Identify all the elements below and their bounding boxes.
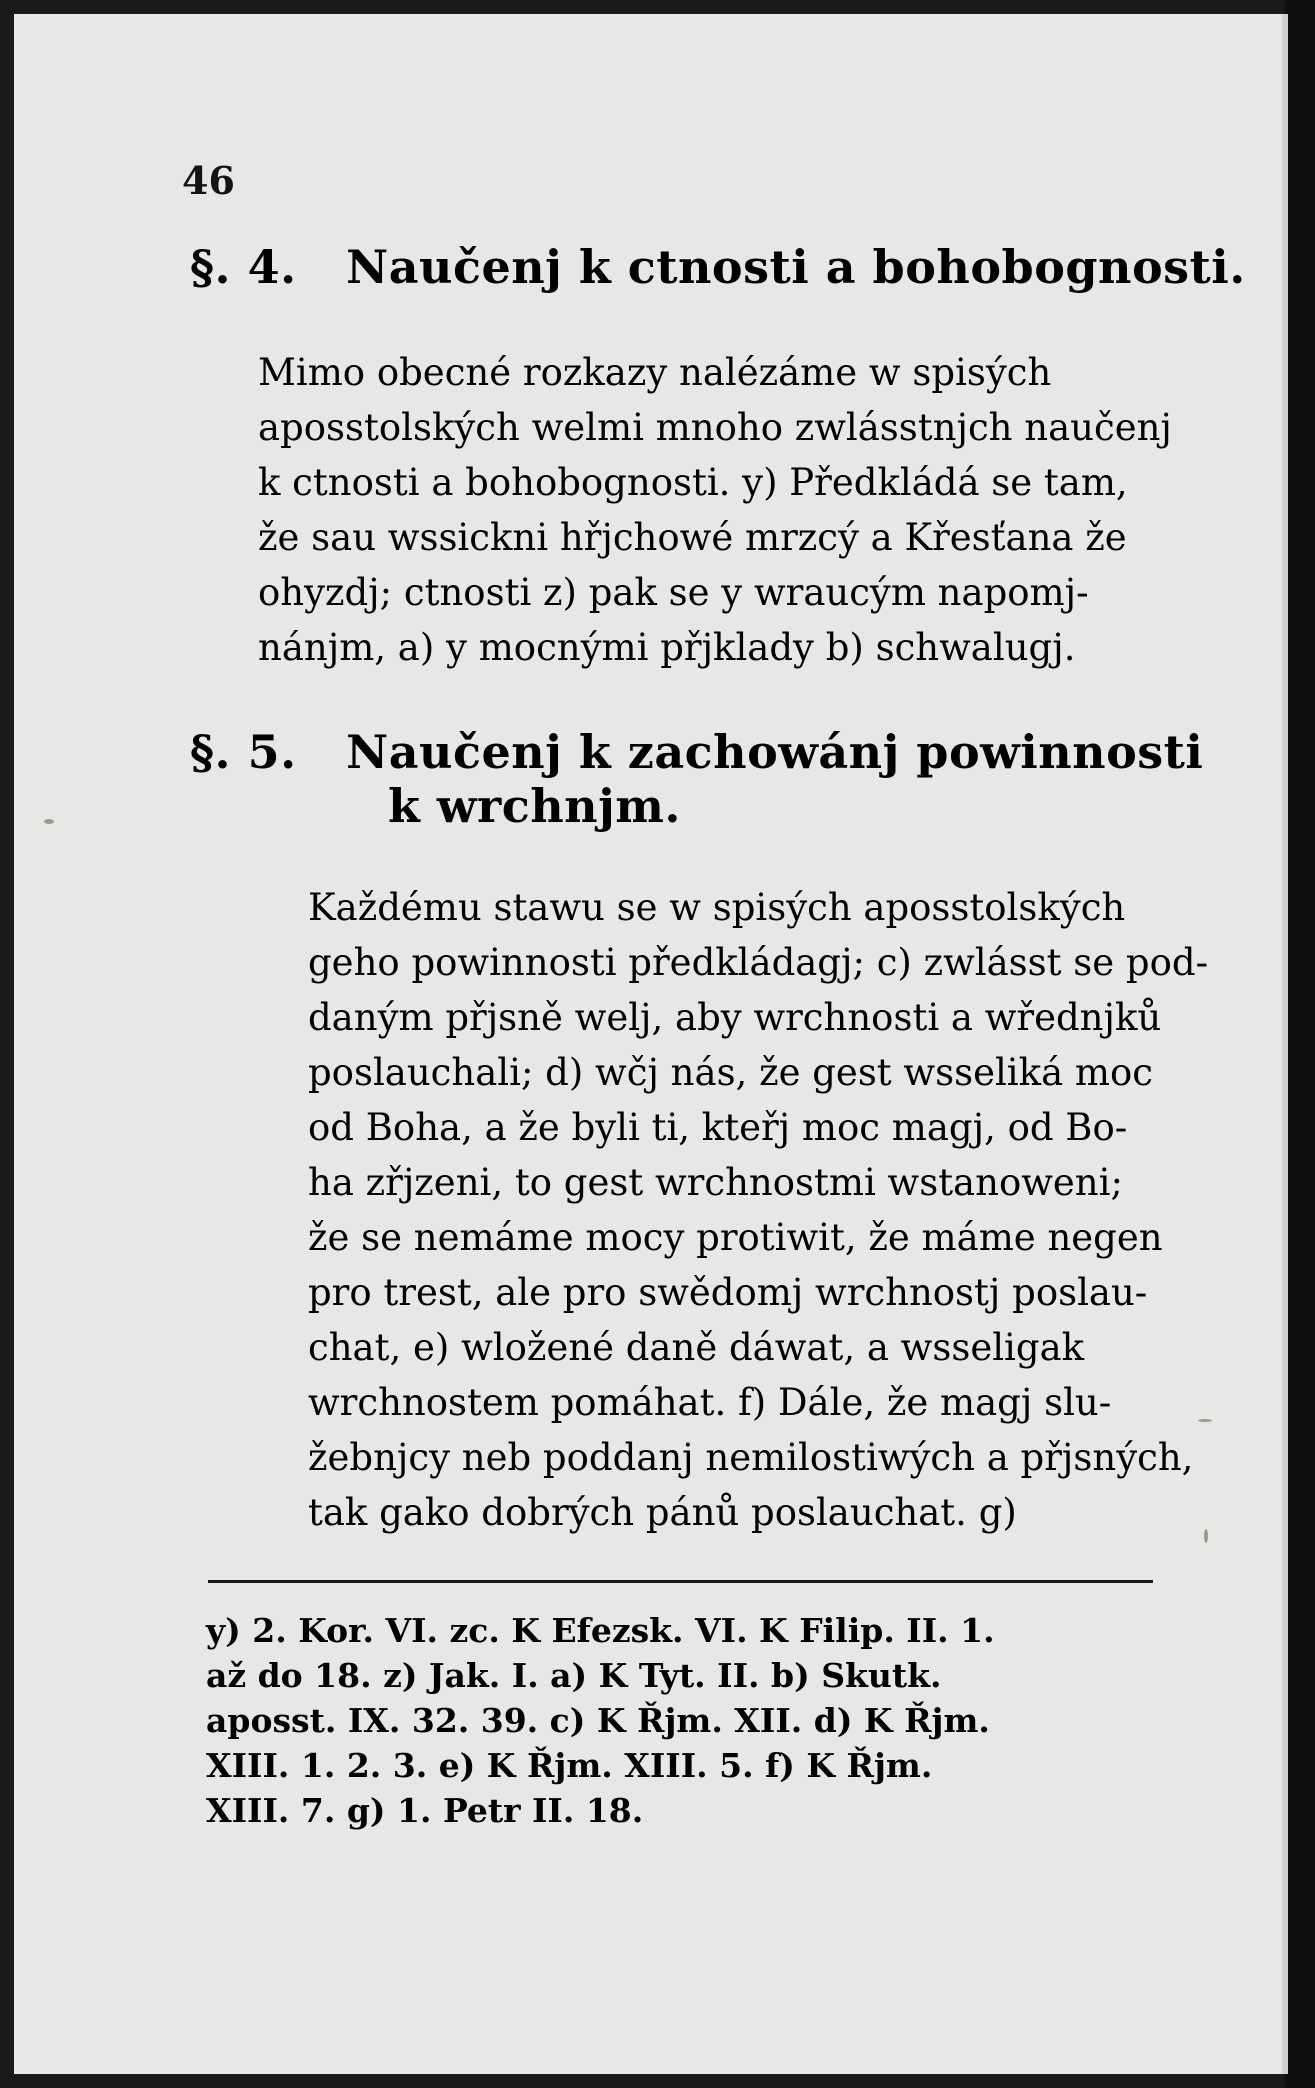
text-line: geho powinnosti předkládagj; c) zwlásst se pod- [308,941,1209,984]
scan-speck [1198,1419,1212,1422]
text-line: že se nemáme mocy protiwit, že máme negen [308,1216,1163,1259]
footnote-line: aposst. IX. 32. 39. c) K Řjm. XII. d) K Řjm. [206,1701,990,1740]
section-5-title-line2: k wrchnjm. [388,779,681,833]
text-line: že sau wssickni hřjchowé mrzcý a Křesťana že [258,516,1127,559]
text-line: wrchnostem pomáhat. f) Dále, že magj slu- [308,1381,1112,1424]
footnote-line: XIII. 7. g) 1. Petr II. 18. [206,1791,644,1830]
section-4-paragraph [198,345,1172,675]
section-5-paragraph [198,880,1209,1540]
footnote-divider [208,1580,1153,1583]
scan-border [1285,0,1315,2088]
section-4-number: §. 4. [190,240,297,294]
section-4-heading [190,240,1246,294]
text-line: Každému stawu se w spisých aposstolských [308,886,1126,929]
section-5-title-line1: Naučenj k zachowánj powinnosti [346,725,1204,779]
section-4-title: Naučenj k ctnosti a bohobognosti. [346,240,1246,294]
text-line: Mimo obecné rozkazy nalézáme w spisých [258,351,1052,394]
footnote-line: XIII. 1. 2. 3. e) K Řjm. XIII. 5. f) K Řjm. [206,1746,933,1785]
text-line: aposstolských welmi mnoho zwlásstnjch naučenj [258,406,1172,449]
text-line: chat, e) wložené daně dáwat, a wsseligak [308,1326,1085,1369]
text-line: žebnjcy neb poddanj nemilostiwých a přjsných, [308,1436,1194,1479]
footnote-line: až do 18. z) Jak. I. a) K Tyt. II. b) Skutk. [206,1656,942,1695]
text-line: k ctnosti a bohobognosti. y) Předkládá se tam, [258,461,1128,504]
footnotes [206,1608,1166,1833]
section-5-number: §. 5. [190,725,297,779]
text-line: nánjm, a) y mocnými přjklady b) schwalugj. [258,626,1076,669]
text-line: pro trest, ale pro swědomj wrchnostj poslau- [308,1271,1148,1314]
section-5-heading [190,725,1203,833]
text-line: ohyzdj; ctnosti z) pak se y wraucým napomj- [258,571,1089,614]
page-number: 46 [182,158,235,203]
scan-speck [1204,1529,1208,1543]
text-line: ha zřjzeni, to gest wrchnostmi wstanoweni; [308,1161,1123,1204]
scan-speck [44,819,54,824]
text-line: daným přjsně welj, aby wrchnosti a wřednjků [308,996,1162,1039]
text-line: od Boha, a že byli ti, kteřj moc magj, od Bo- [308,1106,1128,1149]
text-line: tak gako dobrých pánů poslauchat. g) [308,1491,1017,1534]
text-line: poslauchali; d) wčj nás, že gest wsseliká moc [308,1051,1153,1094]
footnote-line: y) 2. Kor. VI. zc. K Efezsk. VI. K Filip. II. 1. [206,1611,995,1650]
